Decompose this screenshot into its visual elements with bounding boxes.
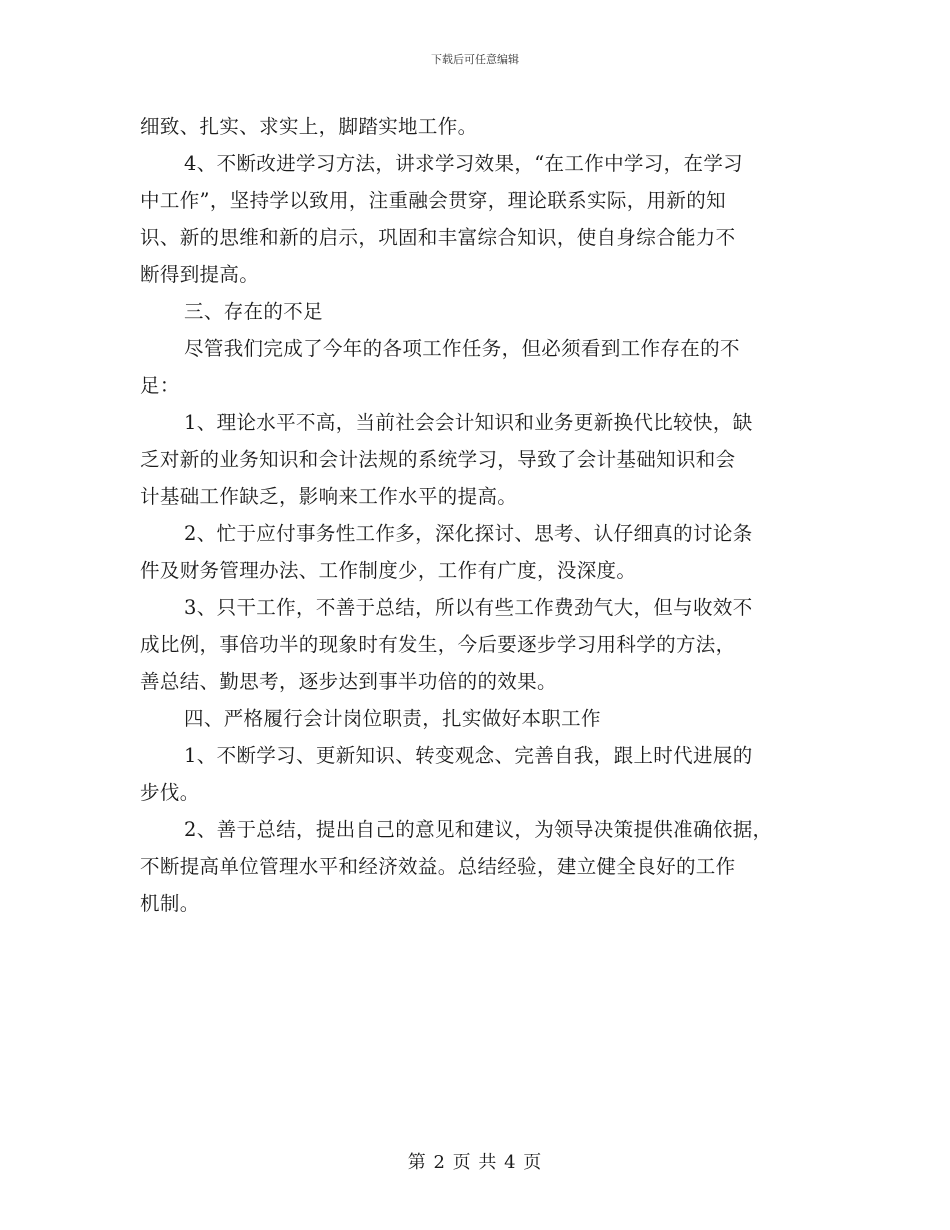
text-line: 1、理论水平不高，当前社会会计知识和业务更新换代比较快，缺 <box>184 411 753 434</box>
text-line: 成比例，事倍功半的现象时有发生，今后要逐步学习用科学的方法， <box>140 633 736 656</box>
text-line: 4、不断改进学习方法，讲求学习效果，“在工作中学习，在学习 <box>184 152 744 175</box>
text-line: 乏对新的业务知识和会计法规的系统学习，导致了会计基础知识和会 <box>140 448 736 471</box>
section-heading: 三、存在的不足 <box>184 300 323 323</box>
text-line: 3、只干工作，不善于总结，所以有些工作费劲气大，但与收效不 <box>184 596 753 619</box>
text-line: 细致、扎实、求实上，脚踏实地工作。 <box>140 115 478 138</box>
text-line: 断得到提高。 <box>140 263 260 286</box>
text-line: 足： <box>140 374 180 397</box>
text-line: 尽管我们完成了今年的各项工作任务，但必须看到工作存在的不 <box>184 337 740 360</box>
text-line: 件及财务管理办法、工作制度少，工作有广度，没深度。 <box>140 559 637 582</box>
section-heading: 四、严格履行会计岗位职责，扎实做好本职工作 <box>184 707 601 730</box>
text-line: 中工作”，坚持学以致用，注重融会贯穿，理论联系实际，用新的知 <box>140 189 726 212</box>
text-line: 步伐。 <box>140 781 200 804</box>
text-line: 善总结、勤思考，逐步达到事半功倍的的效果。 <box>140 670 557 693</box>
document-body <box>140 108 810 922</box>
text-line: 机制。 <box>140 892 200 915</box>
text-line: 识、新的思维和新的启示，巩固和丰富综合知识，使自身综合能力不 <box>140 226 736 249</box>
text-line: 2、善于总结，提出自己的意见和建议，为领导决策提供准确依据， <box>184 818 773 841</box>
page-header-note: 下载后可任意编辑 <box>431 53 519 66</box>
text-line: 不断提高单位管理水平和经济效益。总结经验，建立健全良好的工作 <box>140 855 736 878</box>
text-line: 计基础工作缺乏，影响来工作水平的提高。 <box>140 485 518 508</box>
text-line: 1、不断学习、更新知识、转变观念、完善自我，跟上时代进展的 <box>184 744 753 767</box>
page-number: 第 2 页 共 4 页 <box>407 1152 543 1173</box>
text-line: 2、忙于应付事务性工作多，深化探讨、思考、认仔细真的讨论条 <box>184 522 753 545</box>
